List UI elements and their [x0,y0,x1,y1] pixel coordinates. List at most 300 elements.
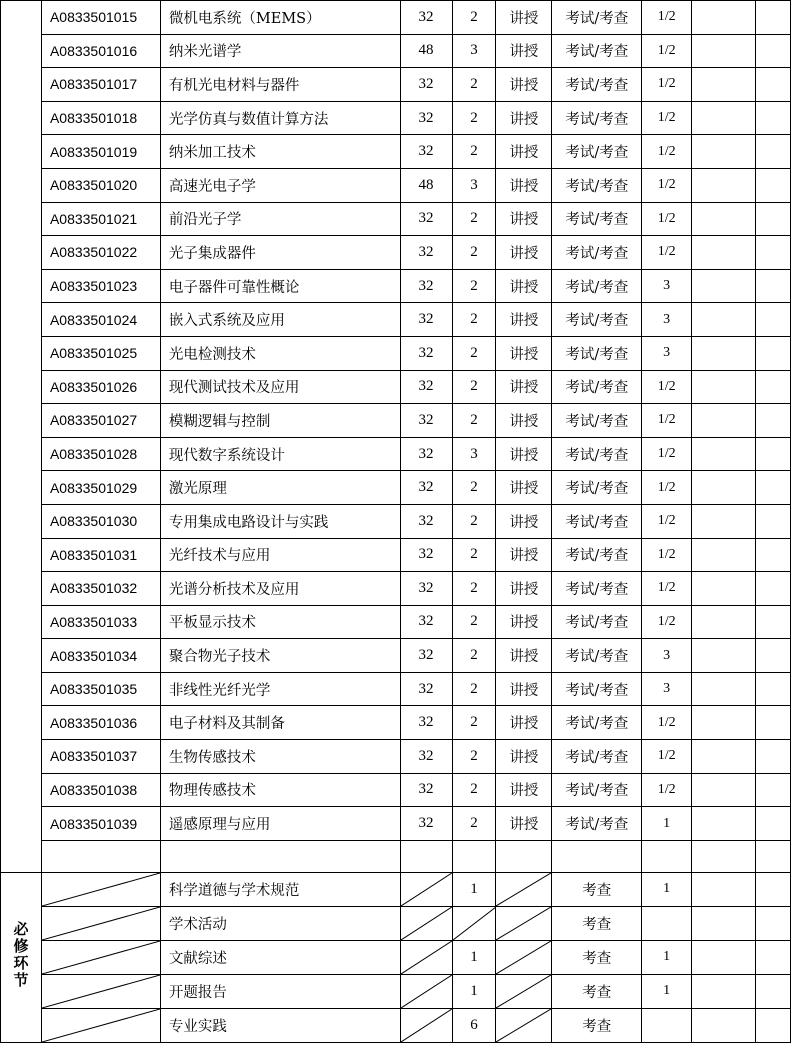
required-item-term: 1 [642,974,692,1008]
empty-cell [756,101,791,135]
course-code: A0833501037 [41,740,160,774]
empty-cell [692,236,756,270]
course-credits: 2 [452,504,496,538]
required-item-credits: 1 [452,974,496,1008]
course-method: 讲授 [496,202,552,236]
course-term: 1/2 [642,168,692,202]
course-term: 3 [642,269,692,303]
empty-cell [692,303,756,337]
empty-cell [756,940,791,974]
course-assessment: 考试/考查 [552,236,642,270]
course-hours: 32 [400,370,452,404]
required-section-rows [1,872,791,1042]
method-slash-cell [496,872,552,906]
empty-cell [692,471,756,505]
course-credits: 2 [452,1,496,35]
course-credits: 2 [452,773,496,807]
course-name: 激光原理 [160,471,400,505]
empty-cell [692,135,756,169]
course-assessment: 考试/考查 [552,336,642,370]
course-credits: 2 [452,471,496,505]
elective-course-rows [1,1,791,873]
course-term: 3 [642,303,692,337]
empty-cell [692,840,756,872]
course-method: 讲授 [496,504,552,538]
course-assessment: 考试/考查 [552,68,642,102]
course-assessment: 考试/考查 [552,404,642,438]
course-credits: 2 [452,672,496,706]
course-credits: 2 [452,706,496,740]
course-assessment: 考试/考查 [552,504,642,538]
course-name: 模糊逻辑与控制 [160,404,400,438]
required-item-assessment: 考查 [552,940,642,974]
course-name: 光学仿真与数值计算方法 [160,101,400,135]
empty-cell [41,840,160,872]
hours-slash-cell [400,1008,452,1042]
empty-cell [692,34,756,68]
empty-cell [692,504,756,538]
empty-cell [756,740,791,774]
course-name: 光谱分析技术及应用 [160,572,400,606]
empty-cell [692,706,756,740]
empty-cell [756,1,791,35]
course-method: 讲授 [496,538,552,572]
course-name: 现代测试技术及应用 [160,370,400,404]
course-code: A0833501017 [41,68,160,102]
empty-cell [692,538,756,572]
course-assessment: 考试/考查 [552,773,642,807]
course-hours: 32 [400,68,452,102]
empty-cell [756,1008,791,1042]
course-code: A0833501035 [41,672,160,706]
course-assessment: 考试/考查 [552,1,642,35]
empty-cell [692,906,756,940]
course-term: 3 [642,672,692,706]
course-assessment: 考试/考查 [552,168,642,202]
course-name: 纳米光谱学 [160,34,400,68]
course-hours: 32 [400,572,452,606]
required-item-name: 开题报告 [160,974,400,1008]
empty-cell [692,572,756,606]
section-label-text: 必修环节 [11,921,30,990]
course-term: 1/2 [642,34,692,68]
course-method: 讲授 [496,740,552,774]
course-credits: 2 [452,101,496,135]
course-credits: 3 [452,168,496,202]
course-hours: 32 [400,807,452,841]
empty-cell [756,168,791,202]
empty-cell [400,840,452,872]
required-item-assessment: 考查 [552,906,642,940]
course-name: 物理传感技术 [160,773,400,807]
empty-cell [692,404,756,438]
course-term: 1/2 [642,202,692,236]
table-row [1,605,791,639]
empty-cell [756,34,791,68]
course-term: 1/2 [642,572,692,606]
empty-cell [756,68,791,102]
course-assessment: 考试/考查 [552,538,642,572]
required-item-assessment: 考查 [552,872,642,906]
course-term: 1/2 [642,504,692,538]
empty-cell [692,101,756,135]
course-assessment: 考试/考查 [552,639,642,673]
table-row [1,101,791,135]
course-hours: 48 [400,34,452,68]
course-assessment: 考试/考查 [552,303,642,337]
course-code: A0833501028 [41,437,160,471]
empty-cell [756,135,791,169]
method-slash-cell [496,906,552,940]
course-assessment: 考试/考查 [552,370,642,404]
table-row [1,135,791,169]
course-hours: 32 [400,504,452,538]
table-row [1,34,791,68]
required-item-assessment: 考查 [552,1008,642,1042]
course-hours: 32 [400,269,452,303]
course-code: A0833501036 [41,706,160,740]
credits-slash-cell [452,906,496,940]
course-method: 讲授 [496,168,552,202]
course-name: 遥感原理与应用 [160,807,400,841]
course-code: A0833501025 [41,336,160,370]
course-hours: 32 [400,135,452,169]
course-credits: 2 [452,236,496,270]
table-row [1,1,791,35]
empty-cell [692,872,756,906]
empty-cell [692,672,756,706]
course-code: A0833501034 [41,639,160,673]
code-slash-cell [41,940,160,974]
method-slash-cell [496,940,552,974]
table-row [1,236,791,270]
empty-cell [756,303,791,337]
course-code: A0833501029 [41,471,160,505]
course-hours: 48 [400,168,452,202]
course-name: 电子材料及其制备 [160,706,400,740]
empty-cell [756,906,791,940]
course-code: A0833501031 [41,538,160,572]
course-term: 1/2 [642,135,692,169]
course-term: 1/2 [642,236,692,270]
code-slash-cell [41,974,160,1008]
hours-slash-cell [400,974,452,1008]
course-code: A0833501033 [41,605,160,639]
hours-slash-cell [400,906,452,940]
course-name: 前沿光子学 [160,202,400,236]
empty-cell [756,370,791,404]
course-hours: 32 [400,202,452,236]
empty-cell [756,807,791,841]
table-row [1,303,791,337]
empty-cell [692,773,756,807]
course-code: A0833501039 [41,807,160,841]
empty-cell [692,639,756,673]
course-credits: 3 [452,34,496,68]
empty-cell [756,437,791,471]
table-row [1,807,791,841]
empty-cell [756,504,791,538]
empty-cell [756,672,791,706]
table-row [1,740,791,774]
course-name: 微机电系统（MEMS） [160,1,400,35]
empty-cell [756,639,791,673]
course-hours: 32 [400,538,452,572]
course-term: 1/2 [642,101,692,135]
course-name: 有机光电材料与器件 [160,68,400,102]
empty-cell [756,872,791,906]
course-name: 光电检测技术 [160,336,400,370]
table-row [1,370,791,404]
empty-cell [692,437,756,471]
course-credits: 2 [452,303,496,337]
course-code: A0833501030 [41,504,160,538]
course-term: 1/2 [642,538,692,572]
course-assessment: 考试/考查 [552,269,642,303]
course-term: 1/2 [642,1,692,35]
course-credits: 2 [452,807,496,841]
course-name: 聚合物光子技术 [160,639,400,673]
course-method: 讲授 [496,773,552,807]
code-slash-cell [41,1008,160,1042]
empty-cell [692,68,756,102]
section-label-required [1,872,42,1042]
required-item-credits: 1 [452,940,496,974]
empty-cell [756,202,791,236]
course-term: 1/2 [642,437,692,471]
course-credits: 2 [452,135,496,169]
course-assessment: 考试/考查 [552,34,642,68]
table-row [1,706,791,740]
empty-cell [692,740,756,774]
required-row [1,872,791,906]
course-code: A0833501022 [41,236,160,270]
course-hours: 32 [400,672,452,706]
empty-cell [692,370,756,404]
course-name: 现代数字系统设计 [160,437,400,471]
method-slash-cell [496,1008,552,1042]
course-method: 讲授 [496,605,552,639]
required-row [1,1008,791,1042]
table-row [1,538,791,572]
empty-cell [692,202,756,236]
required-item-term [642,1008,692,1042]
required-row [1,940,791,974]
course-code: A0833501018 [41,101,160,135]
course-assessment: 考试/考查 [552,101,642,135]
course-hours: 32 [400,236,452,270]
empty-cell [496,840,552,872]
course-method: 讲授 [496,807,552,841]
course-hours: 32 [400,605,452,639]
empty-cell [160,840,400,872]
course-name: 专用集成电路设计与实践 [160,504,400,538]
empty-cell [692,1,756,35]
empty-cell [756,471,791,505]
empty-cell [756,605,791,639]
course-credits: 2 [452,572,496,606]
course-term: 1/2 [642,740,692,774]
required-item-credits: 1 [452,872,496,906]
table-row [1,68,791,102]
course-term: 3 [642,639,692,673]
empty-cell [692,974,756,1008]
table-row [1,639,791,673]
hours-slash-cell [400,872,452,906]
course-assessment: 考试/考查 [552,672,642,706]
course-credits: 2 [452,269,496,303]
course-term: 3 [642,336,692,370]
empty-cell [756,538,791,572]
course-credits: 2 [452,336,496,370]
course-method: 讲授 [496,135,552,169]
course-name: 高速光电子学 [160,168,400,202]
blank-row [1,840,791,872]
course-hours: 32 [400,639,452,673]
required-row [1,906,791,940]
table-row [1,572,791,606]
code-slash-cell [41,906,160,940]
course-assessment: 考试/考查 [552,572,642,606]
course-credits: 2 [452,370,496,404]
course-name: 光子集成器件 [160,236,400,270]
course-method: 讲授 [496,404,552,438]
table-row [1,202,791,236]
empty-cell [692,269,756,303]
course-code: A0833501015 [41,1,160,35]
course-name: 非线性光纤光学 [160,672,400,706]
course-assessment: 考试/考查 [552,706,642,740]
empty-cell [692,807,756,841]
course-code: A0833501027 [41,404,160,438]
course-method: 讲授 [496,236,552,270]
empty-cell [692,940,756,974]
course-hours: 32 [400,471,452,505]
method-slash-cell [496,974,552,1008]
course-hours: 32 [400,336,452,370]
course-credits: 2 [452,538,496,572]
empty-cell [756,572,791,606]
course-assessment: 考试/考查 [552,135,642,169]
course-credits: 2 [452,68,496,102]
course-hours: 32 [400,404,452,438]
table-row [1,269,791,303]
required-row [1,974,791,1008]
course-code: A0833501032 [41,572,160,606]
empty-cell [756,404,791,438]
required-item-credits: 6 [452,1008,496,1042]
table-row [1,672,791,706]
course-term: 1/2 [642,706,692,740]
course-method: 讲授 [496,269,552,303]
empty-cell [756,336,791,370]
table-row [1,168,791,202]
required-item-assessment: 考查 [552,974,642,1008]
course-hours: 32 [400,101,452,135]
course-code: A0833501019 [41,135,160,169]
course-name: 光纤技术与应用 [160,538,400,572]
course-credits: 2 [452,740,496,774]
course-term: 1/2 [642,370,692,404]
course-method: 讲授 [496,303,552,337]
course-hours: 32 [400,706,452,740]
empty-cell [692,605,756,639]
course-hours: 32 [400,437,452,471]
course-term: 1/2 [642,68,692,102]
course-method: 讲授 [496,336,552,370]
empty-cell [692,1008,756,1042]
course-assessment: 考试/考查 [552,202,642,236]
course-method: 讲授 [496,437,552,471]
course-code: A0833501023 [41,269,160,303]
course-code: A0833501020 [41,168,160,202]
course-credits: 2 [452,639,496,673]
course-assessment: 考试/考查 [552,740,642,774]
table-row [1,336,791,370]
course-assessment: 考试/考查 [552,605,642,639]
course-code: A0833501024 [41,303,160,337]
course-term: 1/2 [642,605,692,639]
course-method: 讲授 [496,101,552,135]
empty-cell [756,236,791,270]
course-term: 1/2 [642,404,692,438]
empty-cell [452,840,496,872]
course-code: A0833501021 [41,202,160,236]
table-row [1,437,791,471]
course-hours: 32 [400,740,452,774]
table-row [1,471,791,505]
table-row [1,773,791,807]
course-name: 纳米加工技术 [160,135,400,169]
hours-slash-cell [400,940,452,974]
course-name: 平板显示技术 [160,605,400,639]
course-code: A0833501026 [41,370,160,404]
course-hours: 32 [400,1,452,35]
empty-cell [552,840,642,872]
course-term: 1/2 [642,773,692,807]
course-credits: 2 [452,202,496,236]
empty-cell [756,840,791,872]
course-term: 1 [642,807,692,841]
course-code: A0833501016 [41,34,160,68]
course-method: 讲授 [496,471,552,505]
course-credits: 2 [452,404,496,438]
required-item-name: 专业实践 [160,1008,400,1042]
empty-cell [756,706,791,740]
course-name: 电子器件可靠性概论 [160,269,400,303]
course-method: 讲授 [496,68,552,102]
course-method: 讲授 [496,370,552,404]
course-method: 讲授 [496,706,552,740]
course-method: 讲授 [496,34,552,68]
course-credits: 2 [452,605,496,639]
empty-cell [692,336,756,370]
course-hours: 32 [400,303,452,337]
empty-cell [756,974,791,1008]
code-slash-cell [41,872,160,906]
course-method: 讲授 [496,572,552,606]
course-name: 生物传感技术 [160,740,400,774]
course-assessment: 考试/考查 [552,807,642,841]
course-term: 1/2 [642,471,692,505]
course-credits: 3 [452,437,496,471]
required-item-term [642,906,692,940]
table-row [1,404,791,438]
course-method: 讲授 [496,672,552,706]
course-assessment: 考试/考查 [552,471,642,505]
empty-cell [692,168,756,202]
table-row [1,504,791,538]
